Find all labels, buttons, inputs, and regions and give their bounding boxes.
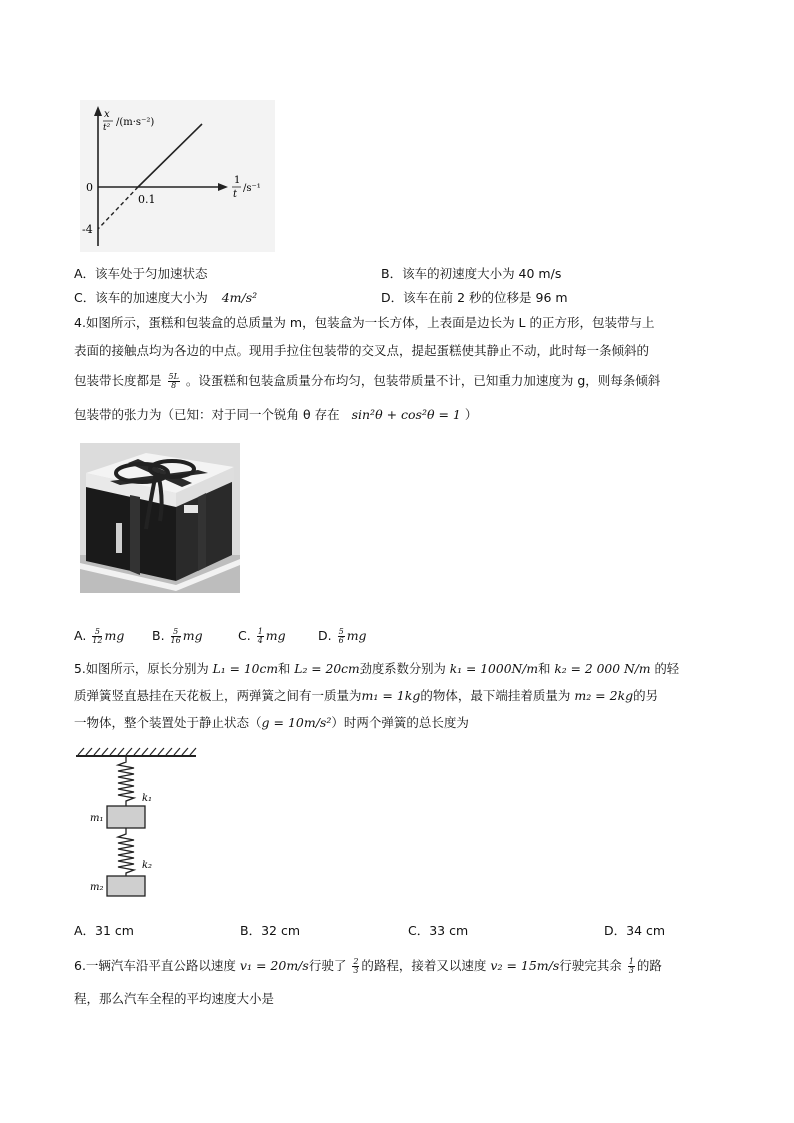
q5-option-d: D．34 cm — [604, 923, 666, 938]
q5-line-3-b: ）时两个弹簧的总长度为 — [331, 715, 469, 730]
q5-g-math: g = 10m/s² — [261, 715, 332, 730]
graph-xlabel-num: 1 — [234, 175, 241, 186]
q4-identity-math: sin²θ + cos²θ = 1 — [351, 407, 461, 422]
q5-line-2-c: 的另 — [633, 688, 659, 703]
q5-line-1-a: 5.如图所示，原长分别为 — [74, 662, 209, 676]
q6-line-1-e: 的路 — [636, 958, 662, 973]
label-k1: k₁ — [142, 793, 153, 804]
q4-option-a-label: A. — [74, 628, 87, 643]
q6-fraction-two-thirds: $\frac{2}{3}$ — [353, 957, 359, 975]
q4-line-3-b: 。设蛋糕和包装盒质量分布均匀，包装带质量不计，已知重力加速度为 g，则每条倾斜 — [185, 373, 661, 388]
q4-line-3 — [74, 371, 660, 391]
q4-option-c-mg: mg — [265, 628, 286, 643]
q3-option-a: A．该车处于匀加速状态 — [74, 266, 208, 281]
spring-1 — [118, 756, 134, 806]
q4-line-4-a: 包装带的张力为（已知：对于同一个锐角 θ 存在 — [74, 407, 340, 422]
q4-option-b — [152, 626, 203, 646]
q4-line-4-b: ） — [464, 407, 478, 422]
q4-option-b-mg: mg — [182, 628, 203, 643]
q5-line-1-e: 的轻 — [654, 662, 680, 676]
q5-line-2 — [74, 686, 658, 706]
q4-option-a — [74, 626, 124, 646]
q4-option-b-label: B. — [152, 628, 165, 643]
graph-x-tick: 0.1 — [138, 193, 156, 206]
q5-option-c: C．33 cm — [408, 923, 469, 938]
q6-line-2: 程，那么汽车全程的平均速度大小是 — [74, 991, 275, 1006]
cake-box-photo — [80, 443, 240, 593]
q3-option-c — [74, 288, 257, 308]
q5-line-1-d: 和 — [538, 662, 551, 676]
q5-m2-math: m₂ = 2kg — [574, 688, 634, 703]
q4-option-a-mg: mg — [104, 628, 125, 643]
graph-ylabel-num: x — [104, 109, 110, 120]
q5-l1-math: L₁ = 10cm — [212, 662, 279, 676]
graph-xlabel-den: t — [233, 189, 238, 200]
q6-fraction-one-third: $\frac{1}{3}$ — [628, 957, 634, 975]
spring-figure — [72, 746, 202, 898]
block-m2 — [107, 876, 145, 896]
graph-y-intercept: -4 — [82, 223, 93, 236]
spring-2 — [118, 828, 134, 876]
q5-line-3 — [74, 713, 469, 733]
label-m2: m₂ — [90, 882, 104, 893]
q4-line-4 — [74, 405, 477, 425]
q4-length-fraction: $\frac{5L}{8}$ — [168, 372, 179, 390]
graph-origin: 0 — [86, 181, 93, 194]
q6-v1-math: v₁ = 20m/s — [239, 958, 309, 973]
q6-line-1-b: 行驶了 — [308, 958, 347, 973]
graph-ylabel-den: t² — [103, 123, 111, 133]
q4-option-b-fraction: $\frac{5}{16}$ — [170, 627, 181, 645]
q3-option-c-text: C．该车的加速度大小为 — [74, 290, 208, 305]
q3-option-b: B．该车的初速度大小为 40 m/s — [381, 266, 562, 281]
q4-line-3-a: 包装带长度都是 — [74, 373, 162, 388]
q5-m1-math: m₁ = 1kg — [361, 688, 421, 703]
graph-xlabel-unit: /s⁻¹ — [243, 183, 261, 194]
label-k2: k₂ — [142, 860, 153, 871]
q6-line-1 — [74, 956, 662, 976]
q4-line-1: 4.如图所示，蛋糕和包装盒的总质量为 m，包装盒为一长方体，上表面是边长为 L 的正方形，包装带与上 — [74, 315, 655, 330]
q5-line-1-b: 和 — [278, 662, 291, 676]
q5-k1-math: k₁ = 1000N/m — [449, 662, 539, 676]
q4-option-d — [318, 626, 367, 646]
q4-option-d-fraction: $\frac{5}{6}$ — [338, 627, 344, 645]
q5-line-3-a: 一物体，整个装置处于静止状态（ — [74, 715, 262, 730]
q5-line-2-a: 质弹簧竖直悬挂在天花板上，两弹簧之间有一质量为 — [74, 688, 362, 703]
q6-line-1-c: 的路程，接着又以速度 — [361, 958, 487, 973]
q5-line-1 — [74, 659, 679, 679]
q4-option-c-fraction: $\frac{1}{4}$ — [257, 627, 263, 645]
q4-option-c-label: C. — [238, 628, 251, 643]
q4-option-d-mg: mg — [346, 628, 367, 643]
q6-v2-math: v₂ = 15m/s — [490, 958, 560, 973]
ceiling-hatch — [78, 748, 196, 755]
q5-line-2-b: 的物体，最下端挂着质量为 — [420, 688, 571, 703]
xt-graph — [80, 100, 275, 252]
q6-line-1-a: 6.一辆汽车沿平直公路以速度 — [74, 958, 236, 973]
q5-k2-math: k₂ = 2 000 N/m — [554, 662, 651, 676]
label-m1: m₁ — [90, 813, 104, 824]
q5-option-a: A．31 cm — [74, 923, 134, 938]
q4-option-a-fraction: $\frac{5}{12}$ — [92, 627, 103, 645]
q3-option-c-math: 4m/s² — [221, 290, 258, 305]
q3-option-d: D．该车在前 2 秒的位移是 96 m — [381, 290, 568, 305]
graph-ylabel-unit: /(m·s⁻²) — [116, 117, 155, 128]
q4-option-c — [238, 626, 286, 646]
block-m1 — [107, 806, 145, 828]
q5-line-1-c: 劲度系数分别为 — [359, 662, 446, 676]
q4-line-2: 表面的接触点均为各边的中点。现用手拉住包装带的交叉点，提起蛋糕使其静止不动，此时每一条倾斜的 — [74, 343, 650, 358]
q5-l2-math: L₂ = 20cm — [294, 662, 360, 676]
q6-line-1-d: 行驶完其余 — [559, 958, 622, 973]
q5-option-b: B．32 cm — [240, 923, 301, 938]
q4-option-d-label: D. — [318, 628, 332, 643]
